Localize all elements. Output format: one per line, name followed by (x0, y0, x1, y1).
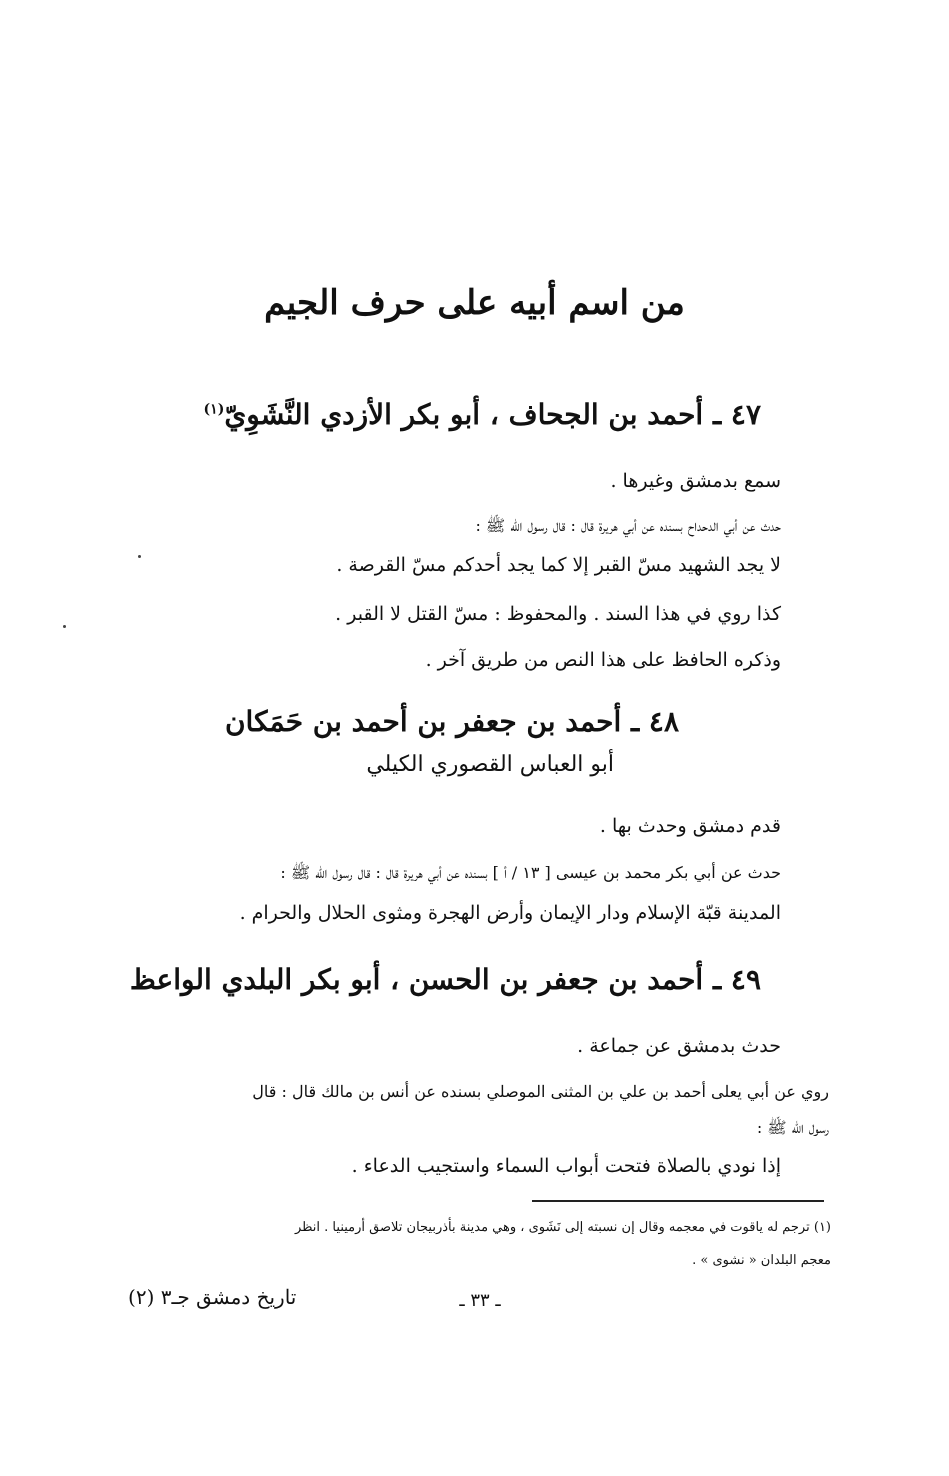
entry-47-line-2: حدث عن أبي الدحداح بسنده عن أبي هريرة قال : قال رسول الله ﷺ : (475, 516, 781, 535)
page-number: ـ ٣٣ ـ (459, 1290, 501, 1311)
entry-48-line-1: قدم دمشق وحدث بها . (599, 815, 781, 837)
entry-47-line-5: وذكره الحافظ على هذا النص من طريق آخر . (425, 649, 781, 671)
footer-book-title: تاريخ دمشق جـ٣ (٢) (128, 1285, 297, 1309)
entry-49-line-4: إذا نودي بالصلاة فتحت أبواب السماء واستجيب الدعاء . (351, 1155, 781, 1177)
entry-49-line-3: رسول الله ﷺ : (756, 1118, 829, 1137)
footnote-divider (532, 1200, 824, 1202)
entry-47-title: ٤٧ ـ أحمد بن الجحاف ، أبو بكر الأزدي النَّشَوِيّ (224, 398, 761, 431)
entry-49-line-2: روي عن أبي يعلى أحمد بن علي بن المثنى الموصلي بسنده عن أنس بن مالك قال : قال (252, 1082, 829, 1101)
entry-48-line-2: حدث عن أبي بكر محمد بن عيسى [ ١٣ / أ ] بسنده عن أبي هريرة قال : قال رسول الله ﷺ : (280, 863, 781, 882)
footnote-line-1: (١) ترجم له ياقوت في معجمه وقال إن نسبته إلى نَشَوى ، وهي مدينة بأذربيجان تلاصق أرمينيا . انظر (294, 1220, 831, 1235)
entry-47-line-4: كذا روي في هذا السند . والمحفوظ : مسّ القتل لا القبر . (335, 603, 781, 625)
entry-47-line-1: سمع بدمشق وغيرها . (610, 470, 781, 492)
entry-48-subtitle: أبو العباس القصوري الكيلي (366, 752, 614, 777)
entry-48-title: ٤٨ ـ أحمد بن جعفر بن أحمد بن حَمَكان (224, 705, 679, 738)
scan-speck (63, 625, 66, 628)
chapter-title: من اسم أبيه على حرف الجيم (264, 283, 685, 323)
entry-49-title: ٤٩ ـ أحمد بن جعفر بن الحسن ، أبو بكر البلدي الواعظ (129, 963, 761, 996)
entry-49-line-1: حدث بدمشق عن جماعة . (577, 1035, 781, 1057)
footnote-reference: (١) (203, 401, 225, 418)
entry-47-line-3: لا يجد الشهيد مسّ القبر إلا كما يجد أحدكم مسّ القرصة . (336, 554, 781, 576)
entry-47-heading (204, 398, 761, 431)
scan-speck (138, 555, 141, 558)
footnote-line-2: معجم البلدان « نشوى » . (692, 1253, 831, 1268)
entry-48-line-3: المدينة قبّة الإسلام ودار الإيمان وأرض الهجرة ومثوى الحلال والحرام . (239, 902, 781, 924)
